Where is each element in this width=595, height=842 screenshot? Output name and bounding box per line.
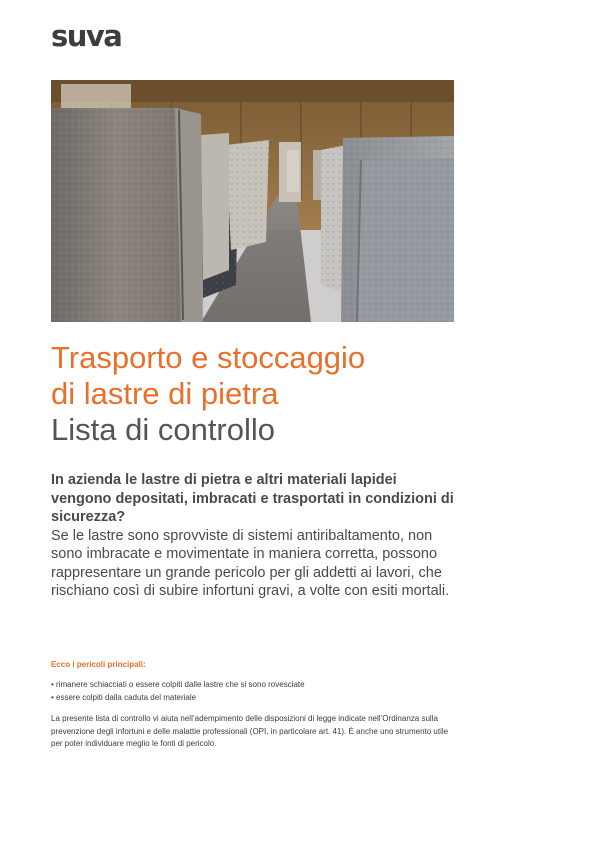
lead-paragraph xyxy=(51,471,461,601)
page-title xyxy=(51,340,521,448)
title-line-2: di lastre di pietra xyxy=(51,376,279,411)
lead-body: Se le lastre sono sprovviste di sistemi antiribaltamento, non sono imbracate e movimentate in maniera corretta, possono rappresentare un grande pericolo per gli addetti ai lavori, che rischiano così di subire infortuni gravi, a volte con esiti mortali. xyxy=(51,527,450,599)
stone-slabs-photo xyxy=(51,80,454,322)
title-line-1: Trasporto e stoccaggio xyxy=(51,340,366,375)
suva-logo: suva xyxy=(51,19,122,53)
list-item: • essere colpiti dalla caduta del materiale xyxy=(51,692,305,705)
hazards-list xyxy=(51,679,305,704)
subtitle-checklist: Lista di controllo xyxy=(51,412,276,447)
lead-question: In azienda le lastre di pietra e altri materiali lapidei vengono depositati, imbracati e trasportati in condizioni di sicurezza? xyxy=(51,472,454,525)
intro-note: La presente lista di controllo vi aiuta nell’adempimento delle disposizioni di legge indicate nell’Ordinanza sulla prevenzione degli infortuni e delle malattie professionali (OPI, in particolare art. 41). È anche uno strumento utile per poter individuare meglio le fonti di pericolo. xyxy=(51,714,449,748)
hazards-heading: Ecco i pericoli principali: xyxy=(51,660,146,669)
list-item: • rimanere schiacciati o essere colpiti dalle lastre che si sono rovesciate xyxy=(51,679,305,692)
